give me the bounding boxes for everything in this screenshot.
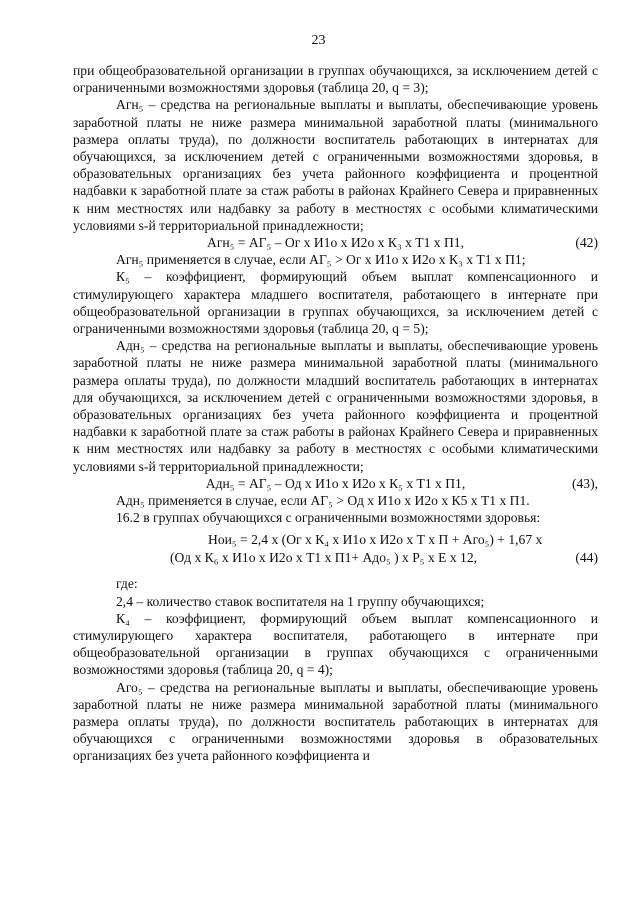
page-number: 23 (311, 33, 326, 48)
formula-44-number: (44) (575, 550, 598, 566)
paragraph-ago-definition: Аго₅ – средства на региональные выплаты и выплаты, обеспечивающие уровень заработной платы не ниже размера минимальной заработной платы (минимального размера оплаты труда), по должности воспитатель работающих в интернатах для обучающихся с ограниченными возможностями здоровья в образовательных организациях без учета районного коэффициента и (73, 679, 598, 764)
paragraph-adn-definition: Адн₅ – средства на региональные выплаты и выплаты, обеспечивающие уровень заработной платы не ниже размера минимальной заработной платы (минимального размера оплаты труда), по должности младший воспитатель работающих в интернатах для обучающихся, за исключением детей с ограниченными возможностями здоровья, в образовательных организациях без учета районного коэффициента и процентной надбавки к заработной плате за стаж работы в районах Крайнего Севера и приравненных к ним местностях или надбавку за работу в местностях с особыми климатическими условиями s-й территориальной принадлежности; (73, 338, 598, 474)
formula-43 (73, 475, 598, 492)
formula-43-expression: Адн₅ = АГ₅ – Од x И1о x И2о x К₅ x Т1 x П1, (205, 475, 466, 491)
paragraph-continuation: при общеобразовательной организации в группах обучающихся, за исключением детей с ограниченными возможностями здоровья (таблица 20, q = 3); (73, 63, 598, 96)
page-body (73, 62, 598, 765)
paragraph-where: где: (116, 576, 138, 592)
formula-42 (73, 234, 598, 251)
formula-44 (73, 531, 598, 567)
paragraph-k4-definition: К₄ – коэффициент, формирующий объем выплат компенсационного и стимулирующего характера воспитателя, работающего в интернате при общеобразовательной организации в группах обучающихся с ограниченными возможностями здоровья (таблица 20, q = 4); (73, 610, 598, 678)
paragraph-agn-condition: Агн₅ применяется в случае, если АГ₅ > Ог x И1о x И2о x К₃ x Т1 x П1; (116, 252, 526, 268)
paragraph-adn-condition: Адн₅ применяется в случае, если АГ₅ > Од x И1о x И2о x К5 x Т1 x П1. (116, 493, 530, 509)
paragraph-section-16-2: 16.2 в группах обучающихся с ограниченными возможностями здоровья: (116, 510, 541, 526)
formula-43-number: (43), (571, 475, 598, 491)
formula-42-number: (42) (575, 235, 598, 251)
paragraph-rate-count: 2,4 – количество ставок воспитателя на 1 группу обучающихся; (116, 593, 485, 609)
paragraph-k5-definition: К₅ – коэффициент, формирующий объем выплат компенсационного и стимулирующего характера младшего воспитателя, работающего в интернате при общеобразовательной организации в группах обучающихся, за исключением детей с ограниченными возможностями здоровья (таблица 20, q = 5); (73, 269, 598, 337)
formula-44-line-1: Нои₅ = 2,4 x (Ог x К₄ x И1о x И2о x Т x П + Аго₅) + 1,67 x (208, 532, 543, 548)
formula-42-expression: Агн₅ = АГ₅ – Ог x И1о x И2о x К₃ x Т1 x П1, (207, 235, 464, 251)
formula-44-line-2: (Од x К₆ x И1о x И2о x Т1 x П1+ Адо₅ ) x Р₅ x Е x 12, (170, 550, 478, 566)
paragraph-agn-definition: Агн₅ – средства на региональные выплаты и выплаты, обеспечивающие уровень заработной платы не ниже размера минимальной заработной платы (минимального размера оплаты труда), по должности воспитатель работающих в интернатах для обучающихся, за исключением детей с ограниченными возможностями здоровья, в образовательных организациях без учета районного коэффициента и процентной надбавки к заработной плате за стаж работы в районах Крайнего Севера и приравненных к ним местностях или надбавку за работу в местностях с особыми климатическими условиями s-й территориальной принадлежности; (73, 97, 598, 233)
